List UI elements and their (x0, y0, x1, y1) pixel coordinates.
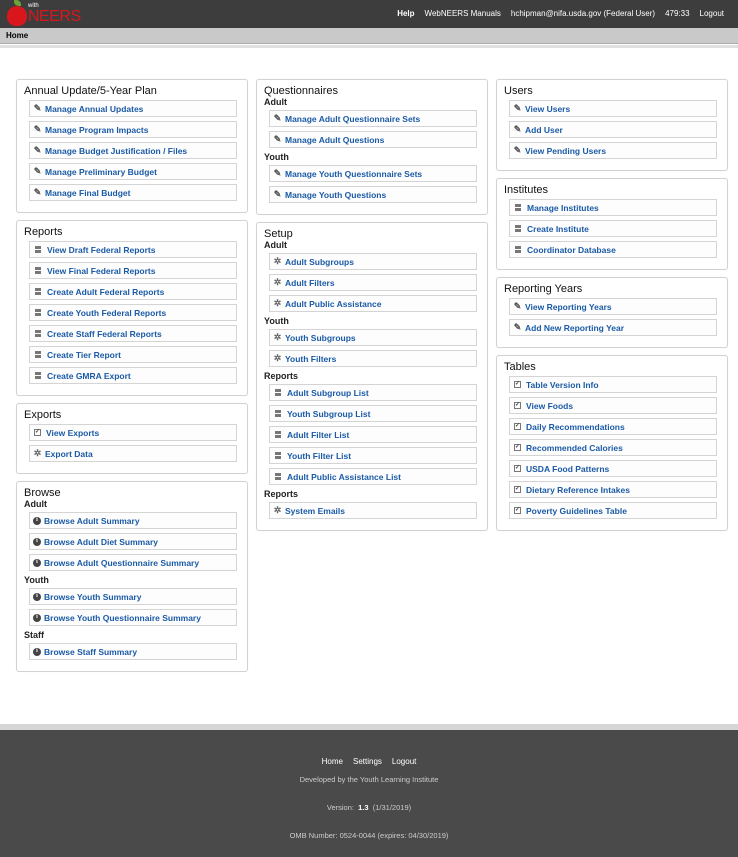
item-label: Adult Subgroups (285, 256, 354, 267)
adult-subgroups-link[interactable] (269, 253, 477, 270)
info-icon: i (33, 614, 41, 622)
pencil-icon: ✎ (513, 145, 522, 155)
item-label: Create GMRA Export (47, 370, 131, 381)
item-label: Create Staff Federal Reports (47, 328, 162, 339)
checkbox-icon: ✓ (514, 402, 521, 408)
item-label: Browse Youth Questionnaire Summary (44, 612, 201, 623)
users-panel (496, 79, 728, 171)
item-label: Recommended Calories (526, 442, 623, 453)
info-icon: i (33, 538, 41, 546)
item-label: Export Data (45, 448, 93, 459)
item-label: Browse Adult Summary (44, 515, 140, 526)
create-tier-report-link[interactable] (29, 346, 237, 363)
manage-adult-questions-link[interactable] (269, 131, 477, 148)
sub-nav (0, 28, 738, 44)
checkbox-icon: ✓ (514, 465, 521, 471)
gear-icon: ✲ (33, 448, 42, 458)
section-heading: Staff (24, 630, 44, 640)
view-exports-link[interactable] (29, 424, 237, 441)
manuals-link[interactable]: WebNEERS Manuals (424, 9, 501, 18)
help-link[interactable]: Help (397, 9, 415, 18)
panel-title: Tables (504, 361, 536, 373)
item-label: Create Adult Federal Reports (47, 286, 165, 297)
list-icon (275, 452, 281, 459)
footer-logout-link[interactable]: Logout (391, 757, 417, 766)
pencil-icon: ✎ (273, 113, 282, 123)
panel-title: Questionnaires (264, 85, 338, 97)
item-label: Add User (525, 124, 563, 135)
session-timer: 479:33 (665, 9, 690, 18)
logo-brand: NEERS (28, 8, 81, 25)
gear-icon: ✲ (273, 332, 282, 342)
item-label: Create Tier Report (47, 349, 122, 360)
footer-home-link[interactable]: Home (321, 757, 343, 766)
view-draft-federal-reports-link[interactable] (29, 241, 237, 258)
info-icon: i (33, 559, 41, 567)
gear-icon: ✲ (273, 256, 282, 266)
item-label: View Draft Federal Reports (47, 244, 156, 255)
list-icon (35, 372, 41, 379)
list-icon (515, 246, 521, 253)
item-label: Create Institute (527, 223, 589, 234)
system-emails-link[interactable] (269, 502, 477, 519)
item-label: Manage Adult Questions (285, 134, 385, 145)
checkbox-icon: ✓ (514, 486, 521, 492)
manage-institutes-link[interactable] (509, 199, 717, 216)
poverty-guidelines-table-link[interactable] (509, 502, 717, 519)
view-final-federal-reports-link[interactable] (29, 262, 237, 279)
item-label: Youth Filter List (287, 450, 352, 461)
item-label: Create Youth Federal Reports (47, 307, 167, 318)
gear-icon: ✲ (273, 505, 282, 515)
reports-panel (16, 220, 248, 396)
column-middle (256, 79, 488, 538)
usda-food-patterns-link[interactable] (509, 460, 717, 477)
list-icon (35, 267, 41, 274)
item-label: Table Version Info (526, 379, 599, 390)
item-label: Coordinator Database (527, 244, 616, 255)
manage-youth-questions-link[interactable] (269, 186, 477, 203)
youth-subgroup-list-link[interactable] (269, 405, 477, 422)
list-icon (35, 309, 41, 316)
developed-by-text: Developed by the Youth Learning Institute (299, 775, 439, 784)
export-data-link[interactable] (29, 445, 237, 462)
gear-icon: ✲ (273, 298, 282, 308)
item-label: Dietary Reference Intakes (526, 484, 630, 495)
browse-staff-summary-link[interactable] (29, 643, 237, 660)
browse-youth-summary-link[interactable] (29, 588, 237, 605)
item-label: View Final Federal Reports (47, 265, 156, 276)
browse-panel (16, 481, 248, 672)
footer (0, 724, 738, 857)
panel-title: Users (504, 85, 533, 97)
list-icon (275, 431, 281, 438)
setup-panel (256, 222, 488, 531)
item-label: Browse Staff Summary (44, 646, 138, 657)
create-staff-federal-reports-link[interactable] (29, 325, 237, 342)
manage-adult-questionnaire-sets-link[interactable] (269, 110, 477, 127)
list-icon (35, 330, 41, 337)
version-info (0, 803, 738, 812)
version-number: 1.3 (358, 803, 369, 812)
manage-final-budget-link[interactable] (29, 184, 237, 201)
home-tab[interactable]: Home (6, 31, 29, 40)
item-label: Manage Annual Updates (45, 103, 144, 114)
panel-title: Browse (24, 487, 61, 499)
adult-public-assistance-list-link[interactable] (269, 468, 477, 485)
footer-settings-link[interactable]: Settings (352, 757, 382, 766)
list-icon (35, 246, 41, 253)
section-heading: Reports (264, 489, 299, 499)
logo-prefix: with (28, 3, 39, 9)
pencil-icon: ✎ (513, 322, 522, 332)
panel-title: Setup (264, 228, 293, 240)
view-reporting-years-link[interactable] (509, 298, 717, 315)
section-heading: Youth (264, 316, 289, 326)
manage-annual-updates-link[interactable] (29, 100, 237, 117)
create-institute-link[interactable] (509, 220, 717, 237)
pencil-icon: ✎ (273, 168, 282, 178)
manage-budget-justification-link[interactable] (29, 142, 237, 159)
item-label: Poverty Guidelines Table (526, 505, 627, 516)
item-label: View Users (525, 103, 571, 114)
dietary-reference-intakes-link[interactable] (509, 481, 717, 498)
reporting-years-panel (496, 277, 728, 348)
section-heading: Adult (24, 499, 47, 509)
column-left (16, 79, 248, 679)
manage-preliminary-budget-link[interactable] (29, 163, 237, 180)
browse-adult-diet-summary-link[interactable] (29, 533, 237, 550)
browse-youth-questionnaire-summary-link[interactable] (29, 609, 237, 626)
institutes-panel (496, 178, 728, 270)
item-label: Adult Filter List (287, 429, 350, 440)
create-youth-federal-reports-link[interactable] (29, 304, 237, 321)
checkbox-icon: ✓ (514, 423, 521, 429)
pencil-icon: ✎ (33, 166, 42, 176)
item-label: Adult Public Assistance List (287, 471, 401, 482)
questionnaires-panel (256, 79, 488, 215)
gear-icon: ✲ (273, 277, 282, 287)
browse-adult-questionnaire-summary-link[interactable] (29, 554, 237, 571)
omb-number-text: OMB Number: 0524-0044 (expires: 04/30/2019) (289, 831, 449, 840)
item-label: Adult Public Assistance (285, 298, 382, 309)
adult-filter-list-link[interactable] (269, 426, 477, 443)
section-heading: Adult (264, 240, 287, 250)
manage-youth-questionnaire-sets-link[interactable] (269, 165, 477, 182)
item-label: Manage Youth Questionnaire Sets (285, 168, 423, 179)
exports-panel (16, 403, 248, 474)
list-icon (515, 225, 521, 232)
section-heading: Youth (264, 152, 289, 162)
panel-title: Exports (24, 409, 62, 421)
item-label: Youth Filters (285, 353, 337, 364)
item-label: Youth Subgroup List (287, 408, 371, 419)
pencil-icon: ✎ (33, 187, 42, 197)
daily-recommendations-link[interactable] (509, 418, 717, 435)
current-user[interactable]: hchipman@nifa.usda.gov (Federal User) (510, 9, 656, 18)
sub-nav-divider (0, 45, 738, 48)
list-icon (275, 410, 281, 417)
item-label: Browse Youth Summary (44, 591, 142, 602)
list-icon (515, 204, 521, 211)
pencil-icon: ✎ (273, 134, 282, 144)
column-right (496, 79, 728, 538)
pencil-icon: ✎ (513, 103, 522, 113)
panel-title: Annual Update/5-Year Plan (24, 85, 157, 97)
item-label: Manage Final Budget (45, 187, 131, 198)
create-adult-federal-reports-link[interactable] (29, 283, 237, 300)
panel-title: Reporting Years (504, 283, 583, 295)
pencil-icon: ✎ (33, 124, 42, 134)
youth-filters-link[interactable] (269, 350, 477, 367)
item-label: View Pending Users (525, 145, 607, 156)
leaf-icon (14, 0, 21, 6)
pencil-icon: ✎ (513, 301, 522, 311)
item-label: Manage Program Impacts (45, 124, 149, 135)
info-icon: i (33, 648, 41, 656)
manage-program-impacts-link[interactable] (29, 121, 237, 138)
item-label: View Exports (46, 427, 100, 438)
gear-icon: ✲ (273, 353, 282, 363)
item-label: Manage Adult Questionnaire Sets (285, 113, 421, 124)
list-icon (275, 389, 281, 396)
youth-filter-list-link[interactable] (269, 447, 477, 464)
item-label: Add New Reporting Year (525, 322, 625, 333)
list-icon (275, 473, 281, 480)
version-label: Version: (326, 803, 354, 812)
view-foods-link[interactable] (509, 397, 717, 414)
add-new-reporting-year-link[interactable] (509, 319, 717, 336)
browse-adult-summary-link[interactable] (29, 512, 237, 529)
item-label: Adult Subgroup List (287, 387, 369, 398)
item-label: Manage Institutes (527, 202, 599, 213)
section-heading: Adult (264, 97, 287, 107)
table-version-info-link[interactable] (509, 376, 717, 393)
item-label: System Emails (285, 505, 346, 516)
item-label: Adult Filters (285, 277, 335, 288)
webneers-logo[interactable] (6, 0, 96, 28)
section-heading: Reports (264, 371, 299, 381)
item-label: Browse Adult Diet Summary (44, 536, 158, 547)
checkbox-icon: ✓ (514, 444, 521, 450)
adult-filters-link[interactable] (269, 274, 477, 291)
view-users-link[interactable] (509, 100, 717, 117)
apple-icon (7, 6, 27, 26)
pencil-icon: ✎ (513, 124, 522, 134)
pencil-icon: ✎ (33, 145, 42, 155)
item-label: Manage Budget Justification / Files (45, 145, 188, 156)
panel-title: Reports (24, 226, 63, 238)
section-heading: Youth (24, 575, 49, 585)
checkbox-icon: ✓ (514, 507, 521, 513)
view-pending-users-link[interactable] (509, 142, 717, 159)
footer-links (0, 757, 738, 766)
item-label: Manage Youth Questions (285, 189, 387, 200)
adult-public-assistance-link[interactable] (269, 295, 477, 312)
adult-subgroup-list-link[interactable] (269, 384, 477, 401)
item-label: View Foods (526, 400, 574, 411)
info-icon: i (33, 593, 41, 601)
info-icon: i (33, 517, 41, 525)
checkbox-icon: ✓ (514, 381, 521, 387)
item-label: View Reporting Years (525, 301, 612, 312)
item-label: Daily Recommendations (526, 421, 625, 432)
pencil-icon: ✎ (33, 103, 42, 113)
add-user-link[interactable] (509, 121, 717, 138)
youth-subgroups-link[interactable] (269, 329, 477, 346)
tables-panel (496, 355, 728, 531)
coordinator-database-link[interactable] (509, 241, 717, 258)
panel-title: Institutes (504, 184, 549, 196)
top-links (397, 9, 724, 18)
item-label: USDA Food Patterns (526, 463, 610, 474)
annual-update-panel (16, 79, 248, 213)
list-icon (35, 288, 41, 295)
top-bar (0, 0, 738, 28)
version-date: (1/31/2019) (372, 803, 412, 812)
item-label: Browse Adult Questionnaire Summary (44, 557, 200, 568)
logout-link[interactable]: Logout (699, 9, 724, 18)
checkbox-icon: ✓ (34, 429, 41, 435)
item-label: Manage Preliminary Budget (45, 166, 157, 177)
pencil-icon: ✎ (273, 189, 282, 199)
create-gmra-export-link[interactable] (29, 367, 237, 384)
item-label: Youth Subgroups (285, 332, 356, 343)
recommended-calories-link[interactable] (509, 439, 717, 456)
list-icon (35, 351, 41, 358)
